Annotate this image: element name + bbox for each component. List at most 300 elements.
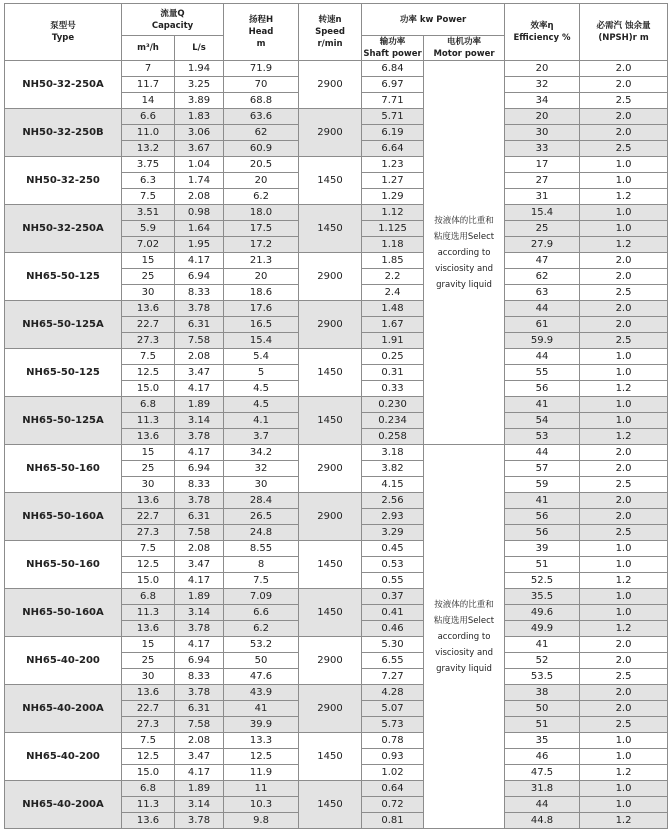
npsh-cell: 1.0 — [580, 221, 668, 237]
capacity-m3h-cell: 15.0 — [122, 381, 175, 397]
shaft-power-cell: 0.93 — [362, 749, 424, 765]
capacity-ls-cell: 3.47 — [175, 365, 224, 381]
efficiency-cell: 44 — [505, 301, 580, 317]
head-cell: 17.6 — [224, 301, 299, 317]
efficiency-cell: 57 — [505, 461, 580, 477]
capacity-m3h-cell: 12.5 — [122, 749, 175, 765]
speed-cell: 2900 — [299, 253, 362, 301]
npsh-cell: 2.5 — [580, 333, 668, 349]
capacity-ls-cell: 6.31 — [175, 509, 224, 525]
shaft-power-cell: 0.33 — [362, 381, 424, 397]
capacity-ls-cell: 7.58 — [175, 717, 224, 733]
capacity-m3h-cell: 13.6 — [122, 685, 175, 701]
table-row — [5, 637, 668, 653]
shaft-power-cell: 1.67 — [362, 317, 424, 333]
capacity-m3h-cell: 22.7 — [122, 317, 175, 333]
head-cell: 21.3 — [224, 253, 299, 269]
efficiency-cell: 49.6 — [505, 605, 580, 621]
npsh-cell: 2.0 — [580, 685, 668, 701]
npsh-cell: 2.0 — [580, 637, 668, 653]
shaft-power-cell: 1.02 — [362, 765, 424, 781]
capacity-ls-cell: 4.17 — [175, 573, 224, 589]
capacity-ls-cell: 6.94 — [175, 269, 224, 285]
head-cell: 5 — [224, 365, 299, 381]
capacity-ls-cell: 3.06 — [175, 125, 224, 141]
npsh-cell: 2.0 — [580, 701, 668, 717]
npsh-cell: 1.2 — [580, 429, 668, 445]
motor-power-header — [424, 36, 505, 61]
speed-header — [299, 4, 362, 61]
capacity-m3h-cell: 15.0 — [122, 573, 175, 589]
table-row — [5, 541, 668, 557]
capacity-m3h-cell: 30 — [122, 669, 175, 685]
shaft-power-header-en: Shaft power — [363, 49, 422, 59]
head-cell: 6.2 — [224, 621, 299, 637]
capacity-m3h-cell: 27.3 — [122, 525, 175, 541]
pump-performance-table — [4, 3, 668, 829]
shaft-power-cell: 7.27 — [362, 669, 424, 685]
npsh-cell: 2.0 — [580, 61, 668, 77]
capacity-m3h-cell: 6.8 — [122, 781, 175, 797]
npsh-cell: 1.2 — [580, 765, 668, 781]
capacity-ls-cell: 3.47 — [175, 557, 224, 573]
npsh-cell: 2.0 — [580, 125, 668, 141]
capacity-m3h-cell: 3.51 — [122, 205, 175, 221]
capacity-ls-cell: 3.78 — [175, 621, 224, 637]
head-header-zh: 扬程H — [248, 15, 274, 25]
table-row — [5, 253, 668, 269]
model-cell: NH65-40-200 — [5, 637, 122, 685]
model-cell: NH50-32-250A — [5, 205, 122, 253]
type-header — [5, 4, 122, 61]
capacity-ls-cell: 6.31 — [175, 701, 224, 717]
efficiency-cell: 47 — [505, 253, 580, 269]
capacity-ls-cell: 8.33 — [175, 477, 224, 493]
shaft-power-header-zh: 输功率 — [379, 37, 406, 47]
shaft-power-cell: 3.29 — [362, 525, 424, 541]
shaft-power-cell: 0.53 — [362, 557, 424, 573]
head-cell: 20 — [224, 173, 299, 189]
npsh-cell: 2.0 — [580, 269, 668, 285]
capacity-m3h-cell: 11.7 — [122, 77, 175, 93]
efficiency-cell: 51 — [505, 557, 580, 573]
npsh-cell: 2.0 — [580, 109, 668, 125]
capacity-ls-cell: 3.78 — [175, 429, 224, 445]
npsh-cell: 1.0 — [580, 605, 668, 621]
npsh-cell: 2.0 — [580, 77, 668, 93]
table-row — [5, 733, 668, 749]
head-cell: 7.09 — [224, 589, 299, 605]
efficiency-cell: 32 — [505, 77, 580, 93]
table-row — [5, 493, 668, 509]
speed-cell: 1450 — [299, 781, 362, 829]
shaft-power-cell: 1.27 — [362, 173, 424, 189]
shaft-power-cell: 0.37 — [362, 589, 424, 605]
table-body — [5, 61, 668, 829]
shaft-power-cell: 7.71 — [362, 93, 424, 109]
capacity-ls-cell: 2.08 — [175, 541, 224, 557]
capacity-header-zh: 流量Q — [160, 8, 185, 19]
npsh-cell: 2.5 — [580, 717, 668, 733]
capacity-ls-cell: 1.95 — [175, 237, 224, 253]
motor-power-header-en: Motor power — [433, 49, 495, 59]
efficiency-cell: 52 — [505, 653, 580, 669]
head-cell: 18.6 — [224, 285, 299, 301]
head-cell: 71.9 — [224, 61, 299, 77]
head-cell: 18.0 — [224, 205, 299, 221]
speed-cell: 2900 — [299, 109, 362, 157]
shaft-power-cell: 0.81 — [362, 813, 424, 829]
shaft-power-cell: 0.25 — [362, 349, 424, 365]
capacity-ls-cell: 7.58 — [175, 525, 224, 541]
head-cell: 9.8 — [224, 813, 299, 829]
npsh-cell: 1.0 — [580, 733, 668, 749]
capacity-ls-cell: 8.33 — [175, 285, 224, 301]
table-row — [5, 205, 668, 221]
efficiency-cell: 20 — [505, 109, 580, 125]
capacity-ls-cell: 1.74 — [175, 173, 224, 189]
efficiency-cell: 34 — [505, 93, 580, 109]
efficiency-cell: 59 — [505, 477, 580, 493]
npsh-cell: 2.5 — [580, 93, 668, 109]
head-cell: 4.5 — [224, 397, 299, 413]
capacity-ls-cell: 3.89 — [175, 93, 224, 109]
efficiency-cell: 63 — [505, 285, 580, 301]
capacity-ls-cell: 3.47 — [175, 749, 224, 765]
motor-power-note-line: 粘度选用Select — [433, 231, 495, 242]
efficiency-cell: 53.5 — [505, 669, 580, 685]
efficiency-cell: 44 — [505, 445, 580, 461]
head-cell: 6.6 — [224, 605, 299, 621]
head-cell: 60.9 — [224, 141, 299, 157]
head-cell: 11.9 — [224, 765, 299, 781]
npsh-cell: 1.0 — [580, 749, 668, 765]
efficiency-cell: 56 — [505, 525, 580, 541]
capacity-ls-cell: 1.04 — [175, 157, 224, 173]
efficiency-cell: 53 — [505, 429, 580, 445]
shaft-power-cell: 1.29 — [362, 189, 424, 205]
head-cell: 15.4 — [224, 333, 299, 349]
capacity-ls-cell: 3.78 — [175, 493, 224, 509]
capacity-m3h-header: m³/h — [122, 36, 175, 61]
capacity-ls-cell: 4.17 — [175, 253, 224, 269]
head-cell: 20.5 — [224, 157, 299, 173]
npsh-cell: 1.2 — [580, 573, 668, 589]
capacity-ls-cell: 1.94 — [175, 61, 224, 77]
model-cell: NH50-32-250 — [5, 157, 122, 205]
efficiency-cell: 47.5 — [505, 765, 580, 781]
efficiency-cell: 35.5 — [505, 589, 580, 605]
capacity-ls-cell: 4.17 — [175, 381, 224, 397]
speed-cell: 1450 — [299, 589, 362, 637]
capacity-ls-cell: 4.17 — [175, 637, 224, 653]
capacity-m3h-cell: 15 — [122, 445, 175, 461]
shaft-power-cell: 6.64 — [362, 141, 424, 157]
npsh-cell: 1.2 — [580, 237, 668, 253]
efficiency-cell: 50 — [505, 701, 580, 717]
efficiency-cell: 44 — [505, 797, 580, 813]
head-cell: 47.6 — [224, 669, 299, 685]
model-cell: NH65-50-160A — [5, 493, 122, 541]
npsh-cell: 2.0 — [580, 461, 668, 477]
efficiency-header-en: Efficiency % — [513, 33, 571, 43]
shaft-power-cell: 6.84 — [362, 61, 424, 77]
npsh-cell: 1.0 — [580, 397, 668, 413]
capacity-m3h-cell: 6.3 — [122, 173, 175, 189]
capacity-ls-cell: 4.17 — [175, 445, 224, 461]
motor-power-note-line: 粘度选用Select — [433, 615, 495, 626]
npsh-cell: 1.2 — [580, 621, 668, 637]
head-cell: 53.2 — [224, 637, 299, 653]
head-cell: 62 — [224, 125, 299, 141]
capacity-m3h-cell: 13.6 — [122, 813, 175, 829]
npsh-cell: 1.0 — [580, 205, 668, 221]
capacity-ls-cell: 2.08 — [175, 349, 224, 365]
type-header-zh: 泵型号 — [50, 21, 76, 31]
capacity-m3h-cell: 25 — [122, 461, 175, 477]
head-cell: 28.4 — [224, 493, 299, 509]
table-row — [5, 781, 668, 797]
capacity-m3h-cell: 7.5 — [122, 733, 175, 749]
capacity-m3h-cell: 6.6 — [122, 109, 175, 125]
capacity-ls-cell: 0.98 — [175, 205, 224, 221]
npsh-header — [580, 4, 668, 61]
efficiency-cell: 56 — [505, 381, 580, 397]
head-cell: 30 — [224, 477, 299, 493]
capacity-ls-cell: 3.14 — [175, 797, 224, 813]
speed-cell: 1450 — [299, 397, 362, 445]
head-cell: 43.9 — [224, 685, 299, 701]
table-row — [5, 445, 668, 461]
head-header-unit: m — [256, 39, 266, 49]
capacity-m3h-cell: 15 — [122, 637, 175, 653]
speed-cell: 1450 — [299, 733, 362, 781]
model-cell: NH65-50-160A — [5, 589, 122, 637]
capacity-m3h-cell: 13.2 — [122, 141, 175, 157]
npsh-cell: 1.2 — [580, 813, 668, 829]
head-cell: 32 — [224, 461, 299, 477]
speed-cell: 1450 — [299, 157, 362, 205]
efficiency-cell: 15.4 — [505, 205, 580, 221]
shaft-power-cell: 0.234 — [362, 413, 424, 429]
shaft-power-cell: 5.30 — [362, 637, 424, 653]
efficiency-cell: 56 — [505, 509, 580, 525]
capacity-ls-cell: 3.78 — [175, 685, 224, 701]
capacity-m3h-cell: 15 — [122, 253, 175, 269]
shaft-power-cell: 3.18 — [362, 445, 424, 461]
npsh-cell: 2.0 — [580, 445, 668, 461]
npsh-cell: 1.2 — [580, 189, 668, 205]
speed-header-en: Speed — [315, 27, 345, 37]
efficiency-cell: 30 — [505, 125, 580, 141]
model-cell: NH65-40-200A — [5, 685, 122, 733]
head-cell: 4.5 — [224, 381, 299, 397]
npsh-cell: 1.0 — [580, 589, 668, 605]
efficiency-cell: 44.8 — [505, 813, 580, 829]
head-cell: 11 — [224, 781, 299, 797]
table-row — [5, 61, 668, 77]
capacity-ls-cell: 2.08 — [175, 733, 224, 749]
capacity-m3h-cell: 5.9 — [122, 221, 175, 237]
efficiency-cell: 39 — [505, 541, 580, 557]
efficiency-header-zh: 效率η — [530, 21, 554, 31]
efficiency-cell: 41 — [505, 493, 580, 509]
head-cell: 8.55 — [224, 541, 299, 557]
head-cell: 26.5 — [224, 509, 299, 525]
head-cell: 6.2 — [224, 189, 299, 205]
shaft-power-cell: 6.19 — [362, 125, 424, 141]
capacity-m3h-cell: 7 — [122, 61, 175, 77]
efficiency-cell: 62 — [505, 269, 580, 285]
capacity-m3h-cell: 7.5 — [122, 349, 175, 365]
shaft-power-cell: 5.07 — [362, 701, 424, 717]
npsh-cell: 2.5 — [580, 669, 668, 685]
efficiency-cell: 17 — [505, 157, 580, 173]
motor-power-note-line: according to — [437, 247, 491, 258]
efficiency-cell: 31 — [505, 189, 580, 205]
motor-power-header-zh: 电机功率 — [447, 37, 482, 47]
capacity-ls-cell: 1.64 — [175, 221, 224, 237]
npsh-cell: 2.0 — [580, 653, 668, 669]
head-cell: 7.5 — [224, 573, 299, 589]
shaft-power-cell: 4.28 — [362, 685, 424, 701]
capacity-ls-cell: 3.78 — [175, 301, 224, 317]
capacity-m3h-cell: 7.5 — [122, 541, 175, 557]
model-cell: NH65-50-125 — [5, 253, 122, 301]
speed-cell: 2900 — [299, 445, 362, 493]
capacity-ls-cell: 1.83 — [175, 109, 224, 125]
shaft-power-cell: 0.45 — [362, 541, 424, 557]
capacity-ls-cell: 6.94 — [175, 461, 224, 477]
speed-cell: 2900 — [299, 493, 362, 541]
capacity-m3h-cell: 13.6 — [122, 621, 175, 637]
motor-power-note — [424, 61, 505, 445]
capacity-m3h-cell: 11.3 — [122, 797, 175, 813]
shaft-power-header — [362, 36, 424, 61]
efficiency-cell: 51 — [505, 717, 580, 733]
capacity-ls-cell: 1.89 — [175, 397, 224, 413]
npsh-cell: 1.0 — [580, 157, 668, 173]
capacity-ls-cell: 3.14 — [175, 605, 224, 621]
npsh-cell: 1.0 — [580, 557, 668, 573]
table-row — [5, 685, 668, 701]
speed-cell: 2900 — [299, 301, 362, 349]
capacity-m3h-cell: 13.6 — [122, 429, 175, 445]
speed-cell: 1450 — [299, 349, 362, 397]
head-cell: 16.5 — [224, 317, 299, 333]
table-row — [5, 301, 668, 317]
efficiency-cell: 27.9 — [505, 237, 580, 253]
motor-power-note-line: according to — [437, 631, 491, 642]
motor-power-note-line: 按液体的比重和 — [434, 599, 494, 610]
capacity-ls-cell: 3.78 — [175, 813, 224, 829]
speed-cell: 1450 — [299, 541, 362, 589]
shaft-power-cell: 2.2 — [362, 269, 424, 285]
efficiency-cell: 59.9 — [505, 333, 580, 349]
capacity-m3h-cell: 7.5 — [122, 189, 175, 205]
head-cell: 70 — [224, 77, 299, 93]
efficiency-cell: 20 — [505, 61, 580, 77]
shaft-power-cell: 0.230 — [362, 397, 424, 413]
npsh-cell: 1.0 — [580, 541, 668, 557]
shaft-power-cell: 1.18 — [362, 237, 424, 253]
efficiency-cell: 35 — [505, 733, 580, 749]
head-cell: 8 — [224, 557, 299, 573]
capacity-ls-cell: 6.31 — [175, 317, 224, 333]
model-cell: NH50-32-250A — [5, 61, 122, 109]
table-row — [5, 349, 668, 365]
capacity-ls-cell: 1.89 — [175, 781, 224, 797]
capacity-m3h-cell: 25 — [122, 653, 175, 669]
head-cell: 20 — [224, 269, 299, 285]
npsh-cell: 1.0 — [580, 413, 668, 429]
capacity-ls-cell: 3.25 — [175, 77, 224, 93]
capacity-m3h-cell: 30 — [122, 285, 175, 301]
capacity-m3h-cell: 27.3 — [122, 717, 175, 733]
capacity-m3h-cell: 22.7 — [122, 701, 175, 717]
shaft-power-cell: 0.41 — [362, 605, 424, 621]
shaft-power-cell: 5.73 — [362, 717, 424, 733]
npsh-cell: 2.0 — [580, 493, 668, 509]
efficiency-cell: 44 — [505, 349, 580, 365]
capacity-m3h-cell: 11.3 — [122, 605, 175, 621]
motor-power-note-line: visciosity and — [435, 263, 493, 274]
shaft-power-cell: 0.258 — [362, 429, 424, 445]
head-cell: 17.2 — [224, 237, 299, 253]
capacity-m3h-cell: 7.02 — [122, 237, 175, 253]
capacity-ls-header: L/s — [175, 36, 224, 61]
capacity-m3h-cell: 6.8 — [122, 589, 175, 605]
efficiency-cell: 46 — [505, 749, 580, 765]
speed-header-unit: r/min — [317, 39, 343, 49]
capacity-header — [122, 4, 224, 36]
npsh-cell: 1.0 — [580, 781, 668, 797]
motor-power-note-line: gravity liquid — [436, 663, 492, 674]
capacity-m3h-cell: 30 — [122, 477, 175, 493]
shaft-power-cell: 6.55 — [362, 653, 424, 669]
capacity-ls-cell: 3.67 — [175, 141, 224, 157]
efficiency-cell: 25 — [505, 221, 580, 237]
capacity-m3h-cell: 22.7 — [122, 509, 175, 525]
shaft-power-cell: 2.56 — [362, 493, 424, 509]
motor-power-note-line: gravity liquid — [436, 279, 492, 290]
capacity-ls-cell: 2.08 — [175, 189, 224, 205]
npsh-cell: 2.5 — [580, 525, 668, 541]
head-cell: 50 — [224, 653, 299, 669]
capacity-m3h-cell: 12.5 — [122, 557, 175, 573]
head-cell: 39.9 — [224, 717, 299, 733]
capacity-m3h-cell: 3.75 — [122, 157, 175, 173]
shaft-power-cell: 2.4 — [362, 285, 424, 301]
capacity-m3h-cell: 6.8 — [122, 397, 175, 413]
capacity-m3h-cell: 13.6 — [122, 301, 175, 317]
head-cell: 4.1 — [224, 413, 299, 429]
shaft-power-cell: 1.91 — [362, 333, 424, 349]
capacity-m3h-cell: 11.0 — [122, 125, 175, 141]
npsh-cell: 1.0 — [580, 365, 668, 381]
head-cell: 17.5 — [224, 221, 299, 237]
speed-header-zh: 转速n — [318, 15, 342, 25]
shaft-power-cell: 2.93 — [362, 509, 424, 525]
head-cell: 3.7 — [224, 429, 299, 445]
motor-power-note-line: 按液体的比重和 — [434, 215, 494, 226]
npsh-cell: 1.0 — [580, 173, 668, 189]
motor-power-note — [424, 445, 505, 829]
head-cell: 10.3 — [224, 797, 299, 813]
shaft-power-cell: 1.125 — [362, 221, 424, 237]
capacity-m3h-cell: 11.3 — [122, 413, 175, 429]
head-cell: 12.5 — [224, 749, 299, 765]
